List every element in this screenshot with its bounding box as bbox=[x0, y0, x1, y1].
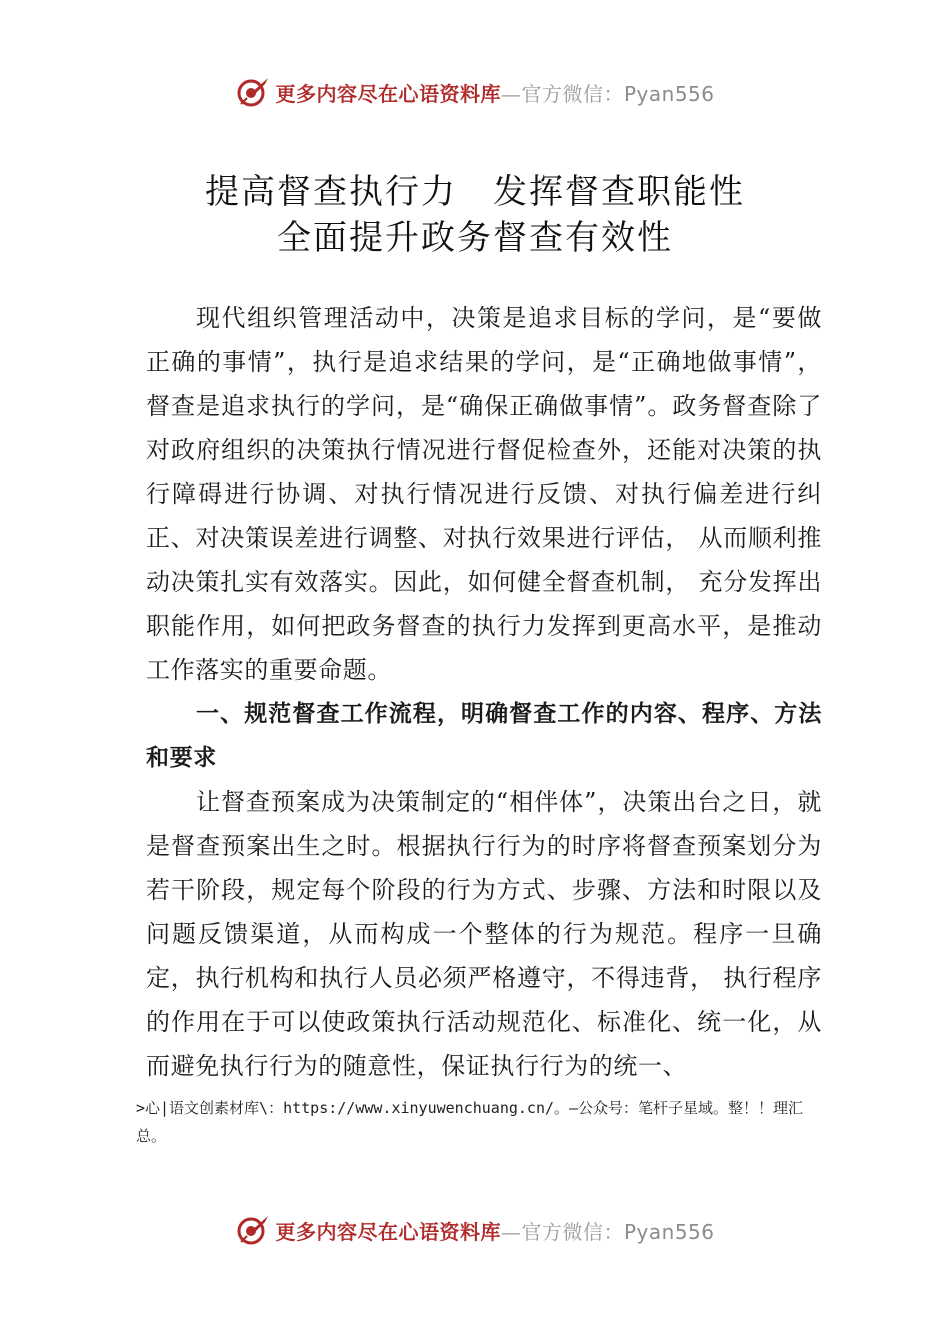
brand-separator: — bbox=[500, 1219, 522, 1244]
document-title-line-2: 全面提升政务督查有效性 bbox=[277, 218, 673, 258]
page-footer-watermark bbox=[0, 1210, 950, 1250]
paragraph-section-1: 让督查预案成为决策制定的“相伴体”，决策出台之日，就是督查预案出生之时。根据执行行为的时序将督查预案划分为若干阶段，规定每个阶段的行为方式、步骤、方法和时限以及问题反馈渠道，从而构成一个整体的行为规范。程序一旦确定，执行机构和执行人员必须严格遵守，不得违背， 执行程序的作用在于可以使政策执行活动规范化、标准化、统一化，从而避免执行行为的随意性，保证执行行为的统一、 bbox=[146, 788, 822, 1080]
header-brand-text bbox=[275, 78, 714, 107]
document-body bbox=[146, 296, 822, 1088]
wechat-label: 官方微信： bbox=[521, 1219, 624, 1244]
footer-brand-text bbox=[275, 1216, 714, 1245]
quill-logo-icon bbox=[235, 1212, 271, 1248]
brand-name: 更多内容尽在心语资料库 bbox=[275, 1219, 501, 1244]
document-title-line-1: 提高督查执行力 发挥督查职能性 bbox=[205, 172, 745, 212]
wechat-id: Pyan556 bbox=[623, 81, 715, 106]
brand-separator: — bbox=[500, 81, 522, 106]
quill-logo-icon bbox=[235, 74, 271, 110]
wechat-label: 官方微信： bbox=[521, 81, 624, 106]
wechat-id: Pyan556 bbox=[623, 1219, 715, 1244]
paragraph-intro: 现代组织管理活动中，决策是追求目标的学问，是“要做正确的事情”，执行是追求结果的学问，是“正确地做事情”，督查是追求执行的学问，是“确保正确做事情”。政务督查除了对政府组织的决策执行情况进行督促检查外，还能对决策的执行障碍进行协调、对执行情况进行反馈、对执行偏差进行纠正、对决策误差进行调整、对执行效果进行评估， 从而顺利推动决策扎实有效落实。因此，如何健全督查机制， 充分发挥出职能作用，如何把政务督查的执行力发挥到更高水平，是推动工作落实的重要命题。 bbox=[146, 304, 822, 684]
section-heading-1: 一、规范督查工作流程，明确督查工作的内容、程序、方法和要求 bbox=[146, 701, 822, 771]
page-header-watermark bbox=[0, 72, 950, 112]
source-note: >心|语文创素材库\：https://www.xinyuwenchuang.cn/。—公众号：笔杆子星域。整！！理汇总。 bbox=[136, 1099, 804, 1145]
brand-name: 更多内容尽在心语资料库 bbox=[275, 81, 501, 106]
